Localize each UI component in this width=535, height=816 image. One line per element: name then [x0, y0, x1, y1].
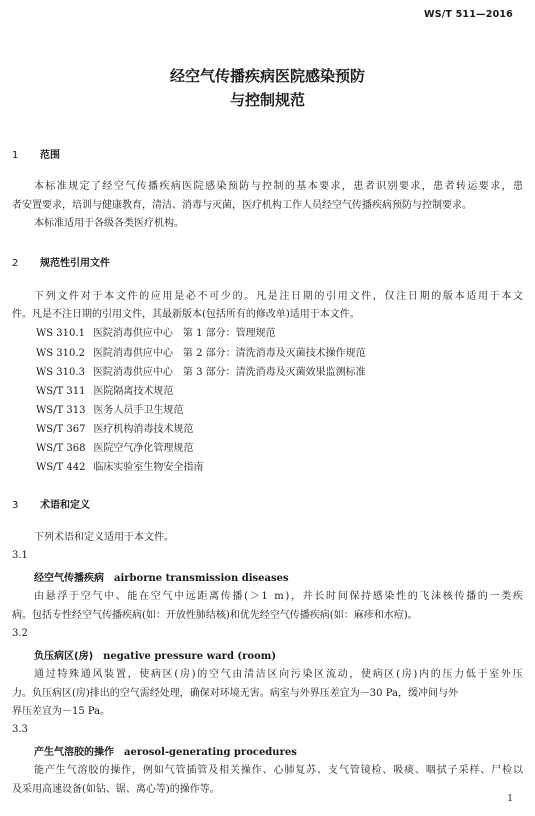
- section-title: 规范性引用文件: [40, 258, 110, 269]
- reference-item: [36, 382, 173, 397]
- reference-code: WS/T 313: [36, 405, 86, 416]
- reference-item: [36, 344, 366, 359]
- reference-code: WS 310.3: [36, 367, 85, 378]
- reference-code: WS/T 367: [36, 424, 86, 435]
- section-number: 2: [12, 258, 19, 269]
- normative-intro-line2: 件。凡是不注日期的引用文件，其最新版本(包括所有的修改单)适用于本文件。: [12, 309, 360, 320]
- terms-intro: 下列术语和定义适用于本文件。: [34, 532, 174, 543]
- term-definition-line3: 界压差宜为－15 Pa。: [12, 706, 111, 717]
- scope-applicability: 本标准适用于各级各类医疗机构。: [34, 218, 184, 229]
- reference-code: WS/T 442: [36, 462, 86, 473]
- term-heading: [34, 743, 297, 758]
- term-english: airborne transmission diseases: [114, 573, 289, 584]
- reference-title: 医院消毒供应中心 第 3 部分：清洗消毒及灭菌效果监测标准: [92, 367, 366, 378]
- reference-item: [36, 401, 183, 416]
- reference-title: 临床实验室生物安全指南: [93, 462, 204, 473]
- term-english: aerosol-generating procedures: [124, 747, 297, 758]
- section-heading-normative-references: [12, 254, 110, 269]
- section-number: 1: [12, 150, 19, 161]
- reference-title: 医院空气净化管理规范: [93, 443, 194, 454]
- term-chinese: 经空气传播疾病: [34, 573, 104, 584]
- reference-title: 医院消毒供应中心 第 1 部分：管理规范: [92, 328, 276, 339]
- term-definition-line2: 力。负压病区(房)排出的空气需经处理，确保对环境无害。病室与外界压差宜为－30 Pa，缓冲间与外: [12, 688, 458, 699]
- reference-code: WS 310.2: [36, 348, 85, 359]
- page-number: 1: [507, 794, 513, 804]
- section-title: 术语和定义: [40, 500, 90, 511]
- term-number: 3.3: [12, 724, 28, 735]
- section-number: 3: [12, 500, 19, 511]
- reference-item: [36, 363, 366, 378]
- reference-item: [36, 458, 203, 473]
- term-definition-line1: 由悬浮于空气中、能在空气中远距离传播(＞1 m)，并长时间保持感染性的飞沫核传播的一类疾: [34, 591, 525, 602]
- term-chinese: 负压病区(房): [34, 651, 94, 662]
- reference-title: 医务人员手卫生规范: [93, 405, 184, 416]
- reference-code: WS 310.1: [36, 328, 85, 339]
- standard-code: WS/T 511—2016: [424, 9, 513, 20]
- reference-item: [36, 439, 193, 454]
- reference-code: WS/T 368: [36, 443, 86, 454]
- reference-title: 医院消毒供应中心 第 2 部分：清洗消毒及灭菌技术操作规范: [92, 348, 366, 359]
- normative-intro-line1: 下列文件对于本文件的应用是必不可少的。凡是注日期的引用文件，仅注日期的版本适用于本文: [34, 291, 525, 302]
- reference-title: 医疗机构消毒技术规范: [93, 424, 194, 435]
- section-heading-terms-definitions: [12, 496, 90, 511]
- scope-paragraph-line2: 者安置要求，培训与健康教育，清洁、消毒与灭菌，医疗机构工作人员经空气传播疾病预防与控制要求。: [12, 200, 472, 211]
- term-definition-line2: 及采用高速设备(如钻、锯、离心等)的操作等。: [12, 784, 220, 795]
- term-definition-line1: 能产生气溶胶的操作，例如气管插管及相关操作、心肺复苏、支气管镜检、吸痰、咽拭子采样、尸检以: [34, 765, 524, 776]
- term-number: 3.1: [12, 550, 28, 561]
- section-title: 范围: [40, 150, 60, 161]
- term-definition-line2: 病。包括专性经空气传播疾病(如：开放性肺结核)和优先经空气传播疾病(如：麻疹和水痘)。: [12, 610, 418, 621]
- reference-code: WS/T 311: [36, 386, 86, 397]
- term-heading: [34, 569, 289, 584]
- term-heading: [34, 647, 276, 662]
- document-title-line1: 经空气传播疾病医院感染预防: [169, 67, 365, 85]
- scope-paragraph-line1: 本标准规定了经空气传播疾病医院感染预防与控制的基本要求，患者识别要求，患者转运要求，患: [34, 181, 525, 192]
- document-title-line2: 与控制规范: [229, 91, 305, 109]
- term-number: 3.2: [12, 628, 28, 639]
- reference-title: 医院隔离技术规范: [93, 386, 174, 397]
- term-english: negative pressure ward (room): [103, 651, 277, 662]
- reference-item: [36, 324, 276, 339]
- reference-item: [36, 420, 193, 435]
- term-definition-line1: 通过特殊通风装置，使病区(房)的空气由清洁区向污染区流动，使病区(房)内的压力低于室外压: [34, 669, 525, 680]
- term-chinese: 产生气溶胶的操作: [34, 747, 114, 758]
- section-heading-scope: [12, 146, 60, 161]
